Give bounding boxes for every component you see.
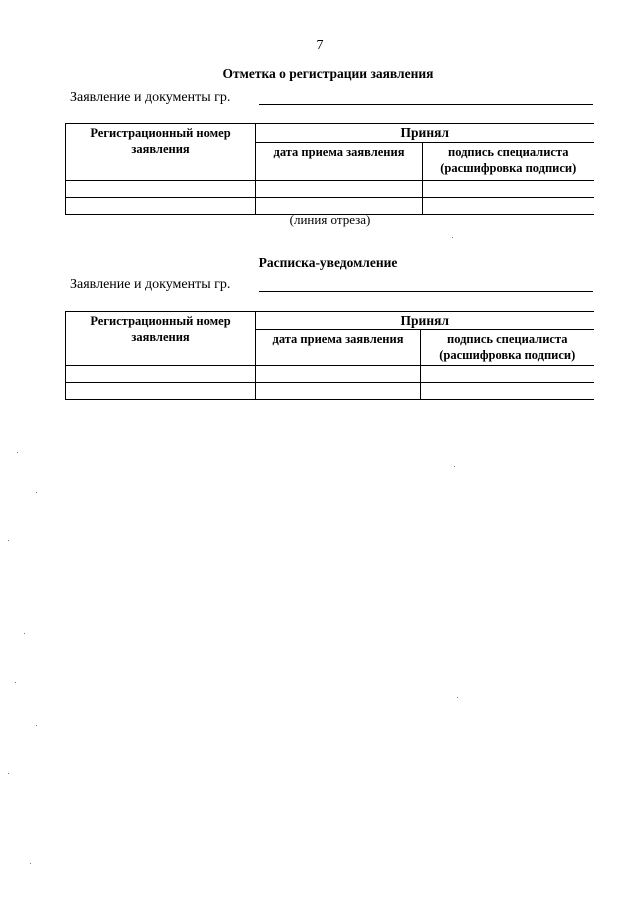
specialist-signature-header: подпись специалиста (расшифровка подписи)	[421, 330, 594, 366]
scan-speck	[24, 633, 25, 634]
acceptance-date-cell[interactable]	[256, 181, 423, 198]
receipt-table	[65, 311, 594, 400]
receipt-notice-title: Расписка-уведомление	[258, 255, 398, 270]
scan-speck	[30, 863, 31, 864]
scan-speck	[15, 682, 16, 683]
scan-speck	[17, 452, 18, 453]
reg-number-cell[interactable]	[66, 383, 256, 400]
scan-speck	[452, 237, 453, 238]
reg-number-header	[66, 124, 256, 181]
scan-speck	[36, 725, 37, 726]
reg-number-cell[interactable]	[66, 366, 256, 383]
acceptance-date-cell[interactable]	[256, 366, 421, 383]
cut-line-label: (линия отреза)	[289, 212, 371, 227]
signature-cell[interactable]	[423, 181, 594, 198]
accepted-header: Принял	[256, 312, 594, 330]
reg-number-header	[66, 312, 256, 366]
reg-number-cell[interactable]	[66, 181, 256, 198]
applicant-name-line[interactable]	[259, 104, 593, 105]
reg-number-cell[interactable]	[66, 198, 256, 215]
accepted-header: Принял	[256, 124, 594, 143]
acceptance-date-header: дата приема заявления	[256, 143, 423, 181]
signature-cell[interactable]	[421, 366, 594, 383]
scan-speck	[8, 540, 9, 541]
signature-cell[interactable]	[423, 198, 594, 215]
documents-label: Заявление и документы гр.	[70, 277, 231, 292]
scan-speck	[454, 466, 455, 467]
scan-speck	[8, 773, 9, 774]
specialist-signature-header: подпись специалиста (расшифровка подписи)	[423, 143, 594, 181]
page-number: 7	[316, 38, 324, 53]
scan-speck	[36, 492, 37, 493]
reg-number-header-text: Регистрационный номер заявления	[90, 314, 231, 344]
registration-table	[65, 123, 594, 215]
documents-label: Заявление и документы гр.	[70, 90, 231, 105]
acceptance-date-cell[interactable]	[256, 383, 421, 400]
scan-speck	[457, 697, 458, 698]
signature-cell[interactable]	[421, 383, 594, 400]
acceptance-date-header: дата приема заявления	[256, 330, 421, 366]
reg-number-header-text: Регистрационный номер заявления	[90, 126, 231, 156]
applicant-name-line[interactable]	[259, 291, 593, 292]
registration-mark-title: Отметка о регистрации заявления	[222, 66, 434, 81]
